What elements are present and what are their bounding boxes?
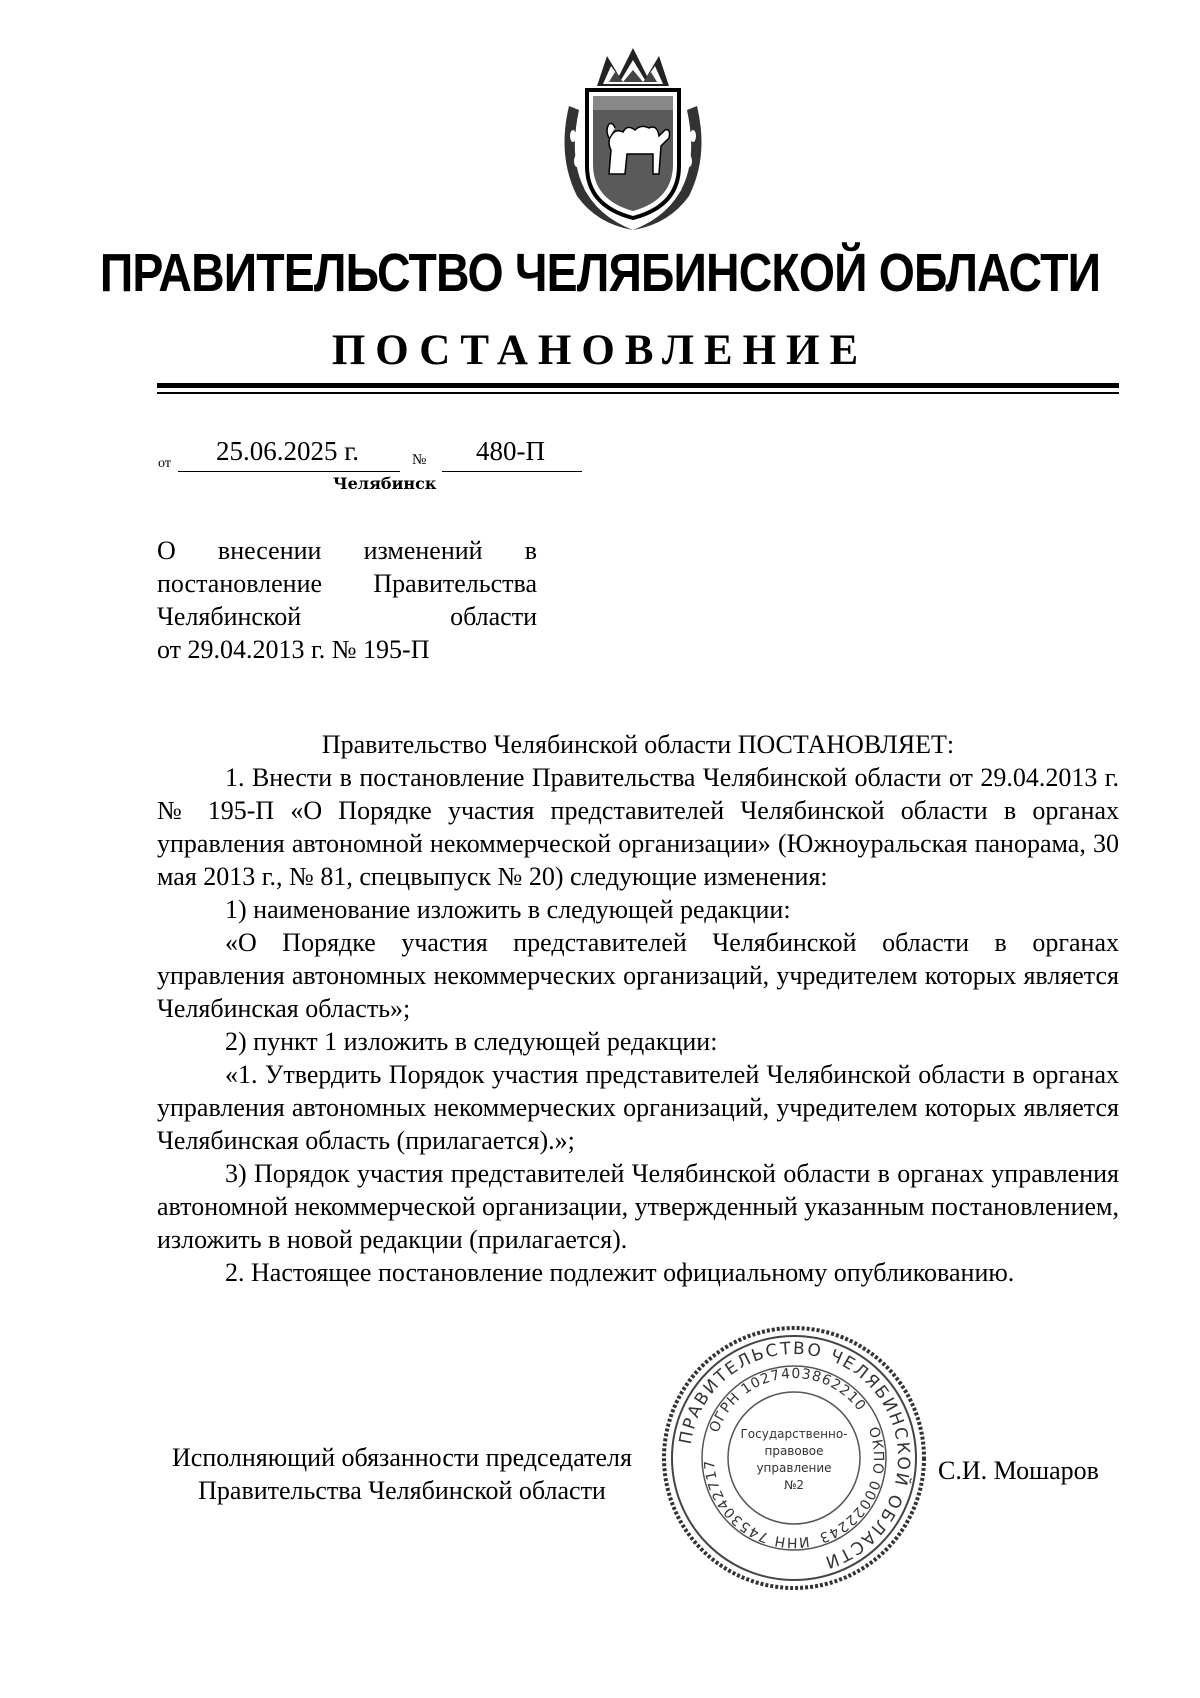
- seal-okpo-text: ОКПО 00022243: [816, 1425, 887, 1546]
- seal-center-line: №2: [783, 1478, 805, 1492]
- date-underline: [178, 471, 400, 472]
- header-divider-thin: [157, 392, 1119, 394]
- date-label: от: [158, 456, 171, 471]
- seal-center-line: Государственно-: [740, 1427, 848, 1441]
- subitem-1-text: «О Порядке участия представителей Челябинской области в органах управления автономных некоммерческих организаций, учредителем которых является Челябинская область»;: [157, 928, 1119, 1023]
- document-date: 25.06.2025 г.: [216, 436, 360, 466]
- seal-center-line: управление: [756, 1461, 832, 1475]
- seal-center-line: правовое: [764, 1444, 824, 1458]
- coat-of-arms-emblem: [557, 46, 709, 232]
- signatory-name: С.И. Мошаров: [938, 1456, 1099, 1485]
- seal-inn-text: ИНН 7453042717: [701, 1458, 811, 1551]
- organization-title: ПРАВИТЕЛЬСТВО ЧЕЛЯБИНСКОЙ ОБЛАСТИ: [99, 243, 1101, 303]
- subitem-3: 3) Порядок участия представителей Челябинской области в органах управления автономной некоммерческой организации, утвержденный указанным постановлением, изложить в новой редакции (прилагается).: [157, 1159, 1119, 1254]
- city-label: Челябинск: [333, 474, 437, 493]
- document-number: 480-П: [476, 436, 545, 466]
- number-underline: [442, 471, 582, 472]
- number-label: №: [412, 452, 427, 468]
- subject-line: Челябинской области: [157, 602, 537, 631]
- subject-line: от 29.04.2013 г. № 195-П: [157, 635, 430, 664]
- paragraph-item-2: 2. Настоящее постановление подлежит официальному опубликованию.: [225, 1258, 1015, 1287]
- subject-line: О внесении изменений в: [157, 536, 537, 565]
- seal-outer-text: ПРАВИТЕЛЬСТВО ЧЕЛЯБИНСКОЙ ОБЛАСТИ: [675, 1338, 914, 1573]
- subitem-1: 1) наименование изложить в следующей редакции:: [225, 895, 791, 924]
- official-seal-stamp: [658, 1322, 930, 1594]
- subitem-2: 2) пункт 1 изложить в следующей редакции:: [225, 1027, 718, 1056]
- preamble: Правительство Челябинской области ПОСТАНОВЛЯЕТ:: [321, 730, 955, 759]
- document-subject: [157, 534, 537, 666]
- signatory-position-line: Правительства Челябинской области: [198, 1476, 606, 1505]
- signatory-position: [152, 1441, 652, 1507]
- header-divider-thick: [157, 383, 1119, 388]
- subject-line: постановление Правительства: [157, 569, 537, 598]
- signatory-position-line: Исполняющий обязанности председателя: [172, 1443, 632, 1472]
- document-type-heading: ПОСТАНОВЛЕНИЕ: [331, 327, 869, 374]
- document-body: [157, 728, 1119, 1289]
- seal-ogrn-text: ОГРН 1027403862210: [706, 1365, 870, 1435]
- paragraph-item-1: 1. Внести в постановление Правительства Челябинской области от 29.04.2013 г. № 195-П «О Порядке участия представителей Челябинской области в органах управления автономной некоммерческой организации» (Южноуральская панорама, 30 мая 2013 г., № 81, спецвыпуск № 20) следующие изменения:: [157, 763, 1119, 891]
- subitem-2-text: «1. Утвердить Порядок участия представителей Челябинской области в органах управления автономных некоммерческих организаций, учредителем которых является Челябинская область (прилагается).»;: [157, 1060, 1119, 1155]
